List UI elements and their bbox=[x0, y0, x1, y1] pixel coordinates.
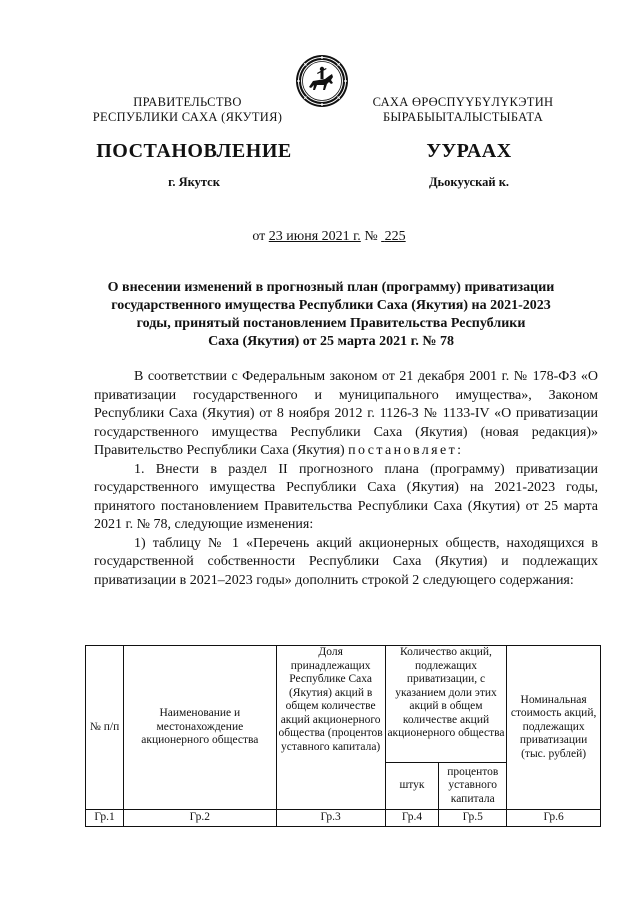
title-line-4: Саха (Якутия) от 25 марта 2021 г. № 78 bbox=[208, 334, 454, 349]
date-prefix: от bbox=[252, 229, 266, 244]
header-count-pieces: штук bbox=[385, 762, 439, 809]
decree-date: 23 июня 2021 г. bbox=[268, 229, 361, 244]
doc-type-russian: ПОСТАНОВЛЕНИЕ bbox=[96, 140, 292, 162]
column-number-6: Гр.6 bbox=[507, 810, 601, 827]
header-share: Доля принадлежащих Республике Саха (Якутия) акций в общем количестве акций акционерного общества (процентов уставного капитала) bbox=[276, 646, 385, 810]
government-name-yakut bbox=[332, 95, 594, 125]
header-count-percent: процентов уставного капитала bbox=[439, 762, 507, 809]
resolves-word: постановляет: bbox=[348, 443, 464, 458]
title-line-3: годы, принятый постановлением Правительства Республики bbox=[136, 316, 526, 331]
body-paragraph-2: 1. Внести в раздел II прогнозного плана (программу) приватизации государственного имущества Республики Саха (Якутия) на 2021-2023 годы, принятого постановлением Правительства Республики Саха (Якутия) от 25 марта 2021 г. № 78, следующие изменения: bbox=[94, 461, 598, 532]
government-name-russian bbox=[60, 95, 315, 125]
body-paragraph-3: 1) таблицу № 1 «Перечень акций акционерных обществ, находящихся в государственной собственности Республики Саха (Якутия) и подлежащих приватизации в 2021–2023 годы» дополнить строкой 2 следующего содержания: bbox=[94, 535, 598, 588]
gov-right-line2: БЫРАБЫЫТАЛЫСТЫБАТА bbox=[382, 110, 544, 124]
column-number-1: Гр.1 bbox=[86, 810, 124, 827]
title-line-2: государственного имущества Республики Саха (Якутия) на 2021-2023 bbox=[111, 298, 551, 313]
city-russian: г. Якутск bbox=[168, 175, 220, 189]
decree-date-line bbox=[60, 229, 598, 245]
number-sign: № bbox=[364, 229, 378, 244]
doc-type-yakut: УУРААХ bbox=[426, 140, 512, 162]
column-number-5: Гр.5 bbox=[439, 810, 507, 827]
column-number-4: Гр.4 bbox=[385, 810, 439, 827]
column-number-2: Гр.2 bbox=[124, 810, 276, 827]
header-company-name: Наименование и местонахождение акционерного общества bbox=[124, 646, 276, 810]
decree-body bbox=[94, 368, 598, 590]
gov-left-line1: ПРАВИТЕЛЬСТВО bbox=[133, 95, 242, 109]
decree-number: 225 bbox=[384, 229, 406, 244]
header-share-count: Количество акций, подлежащих приватизации, с указанием доли этих акций в общем количестве акций акционерного общества bbox=[385, 646, 507, 763]
header-nominal-value: Номинальная стоимость акций, подлежащих приватизации (тыс. рублей) bbox=[507, 646, 601, 810]
gov-right-line1: САХА ӨРӨСПҮҮБҮЛҮКЭТИН bbox=[372, 95, 554, 109]
header-number: № п/п bbox=[86, 646, 124, 810]
title-line-1: О внесении изменений в прогнозный план (программу) приватизации bbox=[107, 280, 555, 295]
shares-table bbox=[85, 645, 601, 827]
decree-title bbox=[96, 279, 566, 351]
column-number-3: Гр.3 bbox=[276, 810, 385, 827]
city-yakut: Дьокуускай к. bbox=[428, 175, 510, 189]
gov-left-line2: РЕСПУБЛИКИ САХА (ЯКУТИЯ) bbox=[92, 110, 283, 124]
body-paragraph-1: В соответствии с Федеральным законом от 21 декабря 2001 г. № 178-ФЗ «О приватизации государственного и муниципального имущества», Законом Республики Саха (Якутия) от 8 ноября 2012 г. 1126-З № 1133-IV «О приватизации государственного имущества Республики Саха (Якутия) (новая редакция)» Правительство Республики Саха (Якутия) постановляет: bbox=[94, 369, 598, 458]
